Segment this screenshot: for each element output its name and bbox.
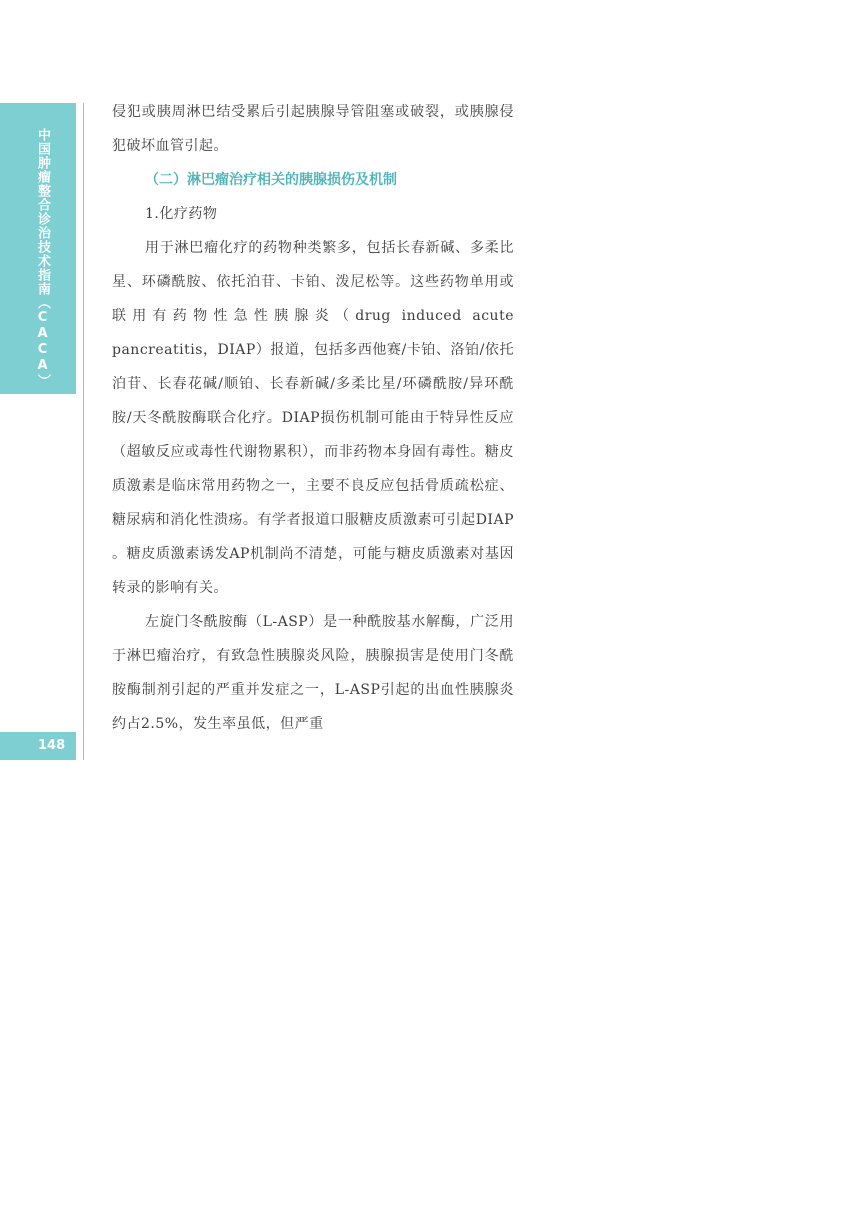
vertical-divider [83,103,84,760]
paragraph-chemotherapy: 用于淋巴瘤化疗的药物种类繁多，包括长春新碱、多柔比星、环磷酰胺、依托泊苷、卡铂、泼尼松等。这些药物单用或联用有药物性急性胰腺炎（drug induced acute pancreatitis，DIAP）报道，包括多西他赛/卡铂、洛铂/依托泊苷、长春花碱/顺铂、长春新碱/多柔比星/环磷酰胺/异环酰胺/天冬酰胺酶联合化疗。DIAP损伤机制可能由于特异性反应（超敏反应或毒性代谢物累积），而非药物本身固有毒性。糖皮质激素是临床常用药物之一，主要不良反应包括骨质疏松症、糖尿病和消化性溃疡。有学者报道口服糖皮质激素可引起DIAP 。糖皮质激素诱发AP机制尚不清楚，可能与糖皮质激素对基因转录的影响有关。 [112,240,514,596]
book-title: 中国肿瘤整合诊治技术指南（CACA） [35,128,50,388]
subsection-heading: 1.化疗药物 [145,206,218,222]
paragraph-l-asp: 左旋门冬酰胺酶（L-ASP）是一种酰胺基水解酶，广泛用于淋巴瘤治疗，有致急性胰腺炎风险，胰腺损害是使用门冬酰胺酶制剂引起的严重并发症之一，L-ASP引起的出血性胰腺炎约占2.5%，发生率虽低，但严重 [112,614,514,732]
page-number: 148 [38,738,66,753]
section-heading: （二）淋巴瘤治疗相关的胰腺损伤及机制 [145,172,397,188]
paragraph-continued: 侵犯或胰周淋巴结受累后引起胰腺导管阻塞或破裂，或胰腺侵犯破坏血管引起。 [112,104,514,154]
page-body [112,95,514,741]
